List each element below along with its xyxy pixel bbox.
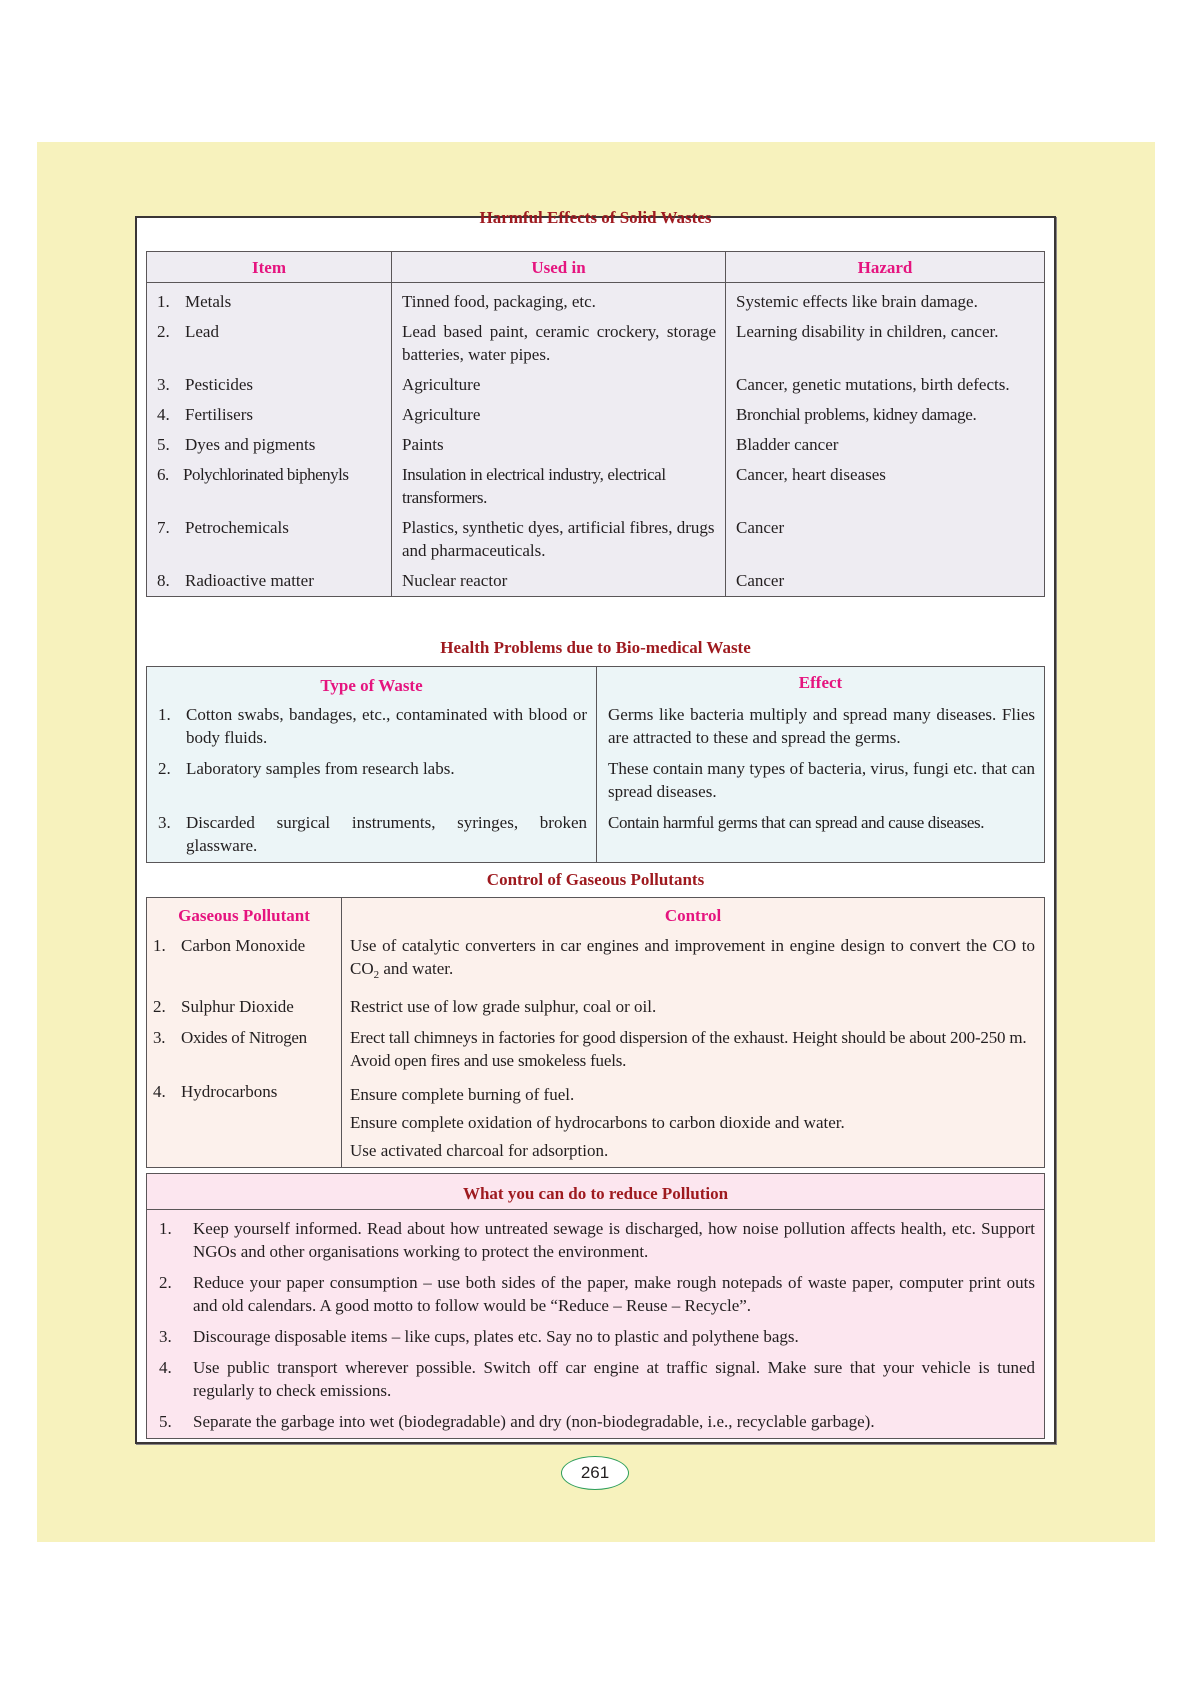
reduce-pollution-box [146, 1173, 1045, 1439]
pollutant-cell: 4. Hydrocarbons [147, 1077, 342, 1168]
biomedical-table [146, 666, 1045, 863]
used-in-cell: Nuclear reactor [392, 566, 726, 597]
gaseous-title: Control of Gaseous Pollutants [486, 870, 705, 889]
item-cell: 3. Pesticides [147, 370, 392, 400]
pollutant-cell: 3. Oxides of Nitrogen [147, 1023, 342, 1077]
table-row [147, 808, 1045, 863]
hazard-cell: Cancer [736, 518, 785, 537]
waste-type-cell: 2. Laboratory samples from research labs. [147, 754, 597, 808]
table-row [147, 370, 1045, 400]
list-item: 5. Separate the garbage into wet (biodegradable) and dry (non-biodegradable, i.e., recyclable garbage). [159, 1412, 875, 1431]
control-cell: Restrict use of low grade sulphur, coal or oil. [350, 996, 657, 1016]
list-item: 1. Keep yourself informed. Read about how untreated sewage is discharged, how noise pollution affects health, etc. Support NGOs and other organisations working to protect the environment. [159, 1219, 1035, 1261]
table-row [147, 566, 1045, 597]
page-number: 261 [561, 1456, 629, 1490]
item-cell: 4. Fertilisers [147, 400, 392, 430]
control-cell [342, 1077, 1045, 1168]
pollutant-cell: 1. Carbon Monoxide [147, 931, 342, 992]
effect-cell: Contain harmful germs that can spread and cause diseases. [608, 812, 985, 832]
list-item: 3. Discourage disposable items – like cups, plates etc. Say no to plastic and polythene bags. [159, 1327, 799, 1346]
biomedical-title: Health Problems due to Bio-medical Waste [440, 638, 751, 657]
list-item: 4. Use public transport wherever possible. Switch off car engine at traffic signal. Make sure that your vehicle is tuned regularly to check emissions. [159, 1358, 1035, 1400]
column-header-hazard: Hazard [726, 252, 1045, 283]
list-item: 2. Reduce your paper consumption – use both sides of the paper, make rough notepads of waste paper, computer print outs and old calendars. A good motto to follow would be “Reduce – Reuse – Recycle”. [159, 1273, 1035, 1315]
column-header-effect: Effect [798, 673, 843, 692]
waste-type-cell: 1. Cotton swabs, bandages, etc., contaminated with blood or body fluids. [147, 700, 597, 754]
table-header-row [147, 252, 1045, 283]
item-cell: 6. Polychlorinated biphenyls [147, 460, 392, 513]
control-cell: Erect tall chimneys in factories for good dispersion of the exhaust. Height should be about 200-250 m. Avoid open fires and use smokeless fuels. [350, 1027, 1027, 1070]
used-in-cell: Lead based paint, ceramic crockery, storage batteries, water pipes. [392, 317, 726, 370]
control-cell: Use of catalytic converters in car engines and improvement in engine design to convert the CO to $CO_2$ and water. [350, 935, 1035, 981]
solid-wastes-title: Harmful Effects of Solid Wastes [479, 208, 712, 227]
pollutant-cell: 2. Sulphur Dioxide [147, 992, 342, 1023]
hazard-cell: Bladder cancer [736, 435, 839, 454]
item-cell: 7. Petrochemicals [147, 513, 392, 566]
table-row [147, 992, 1045, 1023]
used-in-cell: Insulation in electrical industry, electrical transformers. [392, 460, 726, 513]
effect-cell: These contain many types of bacteria, virus, fungi etc. that can spread diseases. [608, 758, 1035, 801]
hazard-cell: Cancer, heart diseases [736, 465, 886, 484]
control-line: Use activated charcoal for adsorption. [350, 1140, 609, 1160]
table-header-row [147, 667, 1045, 700]
item-cell: 8. Radioactive matter [147, 566, 392, 597]
item-cell: 5. Dyes and pigments [147, 430, 392, 460]
waste-type-cell: 3. Discarded surgical instruments, syringes, broken glassware. [147, 808, 597, 863]
column-header-item: Item [147, 252, 392, 283]
hazard-cell: Cancer [736, 571, 785, 590]
used-in-cell: Plastics, synthetic dyes, artificial fibres, drugs and pharmaceuticals. [392, 513, 726, 566]
table-row [147, 513, 1045, 566]
table-header-row [147, 898, 1045, 931]
effect-cell: Germs like bacteria multiply and spread many diseases. Flies are attracted to these and spread the germs. [608, 704, 1035, 747]
used-in-cell: Agriculture [392, 370, 726, 400]
table-row [147, 430, 1045, 460]
solid-wastes-table [146, 251, 1045, 597]
table-row [147, 700, 1045, 754]
table-row [147, 754, 1045, 808]
item-cell: 1. Metals [147, 283, 392, 318]
table-row [147, 400, 1045, 430]
used-in-cell: Paints [392, 430, 726, 460]
used-in-cell: Tinned food, packaging, etc. [392, 283, 726, 318]
table-header-row [147, 1174, 1045, 1210]
column-header-control: Control [664, 906, 722, 925]
table-row [147, 317, 1045, 370]
table-row [147, 283, 1045, 318]
hazard-cell: Bronchial problems, kidney damage. [736, 405, 977, 424]
hazard-cell: Learning disability in children, cancer. [736, 322, 999, 341]
table-row [147, 1023, 1045, 1077]
gaseous-pollutants-table [146, 897, 1045, 1168]
table-row [147, 931, 1045, 992]
item-cell: 2. Lead [147, 317, 392, 370]
hazard-cell: Cancer, genetic mutations, birth defects. [736, 375, 1010, 394]
used-in-cell: Agriculture [392, 400, 726, 430]
column-header-gaseous-pollutant: Gaseous Pollutant [147, 898, 342, 931]
column-header-used-in: Used in [392, 252, 726, 283]
table-row [147, 460, 1045, 513]
control-line: Ensure complete oxidation of hydrocarbons to carbon dioxide and water. [350, 1112, 845, 1132]
table-row [147, 1077, 1045, 1168]
column-header-type-of-waste: Type of Waste [147, 667, 597, 700]
control-line: Ensure complete burning of fuel. [350, 1084, 575, 1104]
hazard-cell: Systemic effects like brain damage. [736, 292, 978, 311]
reduce-pollution-title: What you can do to reduce Pollution [147, 1174, 1045, 1210]
